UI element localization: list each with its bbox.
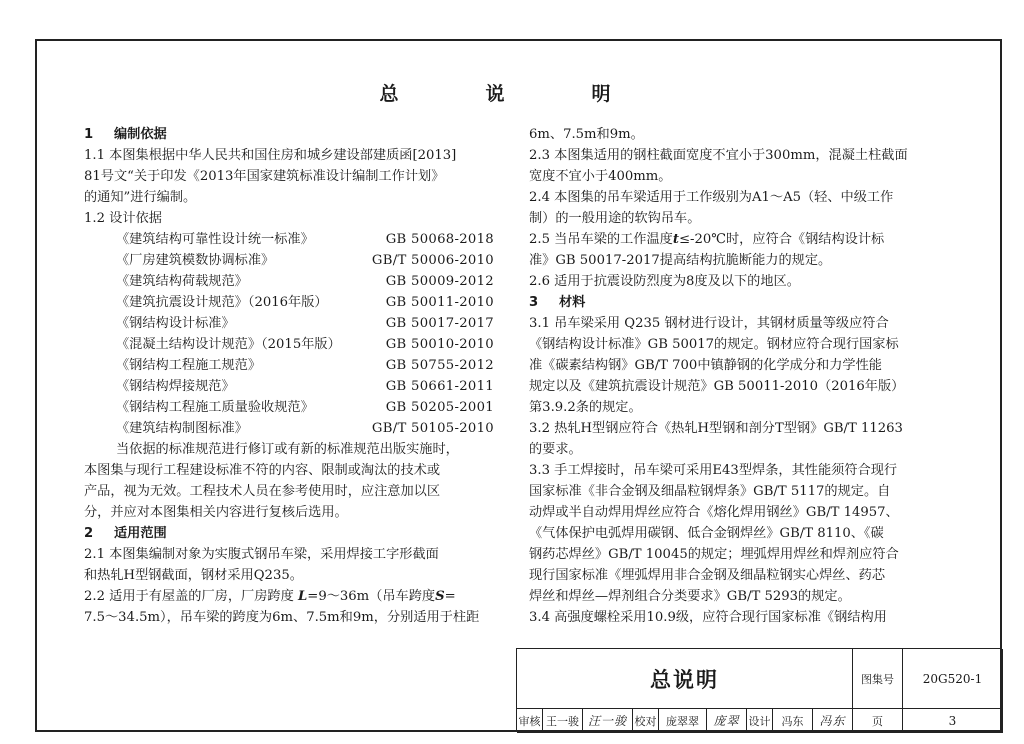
standard-code: GB 50009-2012 <box>385 274 494 289</box>
standard-name: 《建筑结构荷载规范》 <box>116 274 248 289</box>
paragraph-line: 3.1 吊车梁采用 Q235 钢材进行设计，其钢材质量等级应符合 <box>529 316 889 331</box>
standard-code: GB/T 50006-2010 <box>371 253 494 268</box>
section-title: 材料 <box>559 295 586 310</box>
paragraph-line: 3.4 高强度螺栓采用10.9级，应符合现行国家标准《钢结构用 <box>529 610 887 625</box>
standard-reference <box>84 355 494 376</box>
paragraph-line <box>84 586 494 607</box>
paragraph-line: 2.4 本图集的吊车梁适用于工作级别为A1～A5（轻、中级工作 <box>529 190 894 205</box>
paragraph-line: 81号文“关于印发《2013年国家建筑标准设计编制工作计划》 <box>84 169 445 184</box>
check-label: 校对 <box>633 709 659 733</box>
page-label: 页 <box>853 709 903 733</box>
standard-code: GB 50755-2012 <box>385 358 494 373</box>
paragraph-line: 《钢结构设计标准》GB 50017的规定。钢材应符合现行国家标 <box>529 337 899 352</box>
paragraph-line: 钢药芯焊丝》GB/T 10045的规定；埋弧焊用焊丝和焊剂应符合 <box>529 547 899 562</box>
section-title: 适用范围 <box>114 526 167 541</box>
standard-name: 《建筑结构可靠性设计统一标准》 <box>116 232 314 247</box>
design-signature: 冯东 <box>813 709 853 733</box>
title-block <box>516 648 1002 732</box>
section-heading <box>84 523 494 544</box>
atlas-number: 20G520-1 <box>903 649 1003 709</box>
standard-reference <box>84 334 494 355</box>
standard-code: GB 50011-2010 <box>385 295 494 310</box>
paragraph-line: 1.2 设计依据 <box>84 211 162 226</box>
standard-reference <box>84 313 494 334</box>
standard-name: 《建筑抗震设计规范》（2016年版） <box>116 295 328 310</box>
standard-name: 《建筑结构制图标准》 <box>116 421 248 436</box>
paragraph-line: 《气体保护电弧焊用碳钢、低合金钢焊丝》GB/T 8110、《碳 <box>529 526 884 541</box>
standard-code: GB 50068-2018 <box>385 232 494 247</box>
paragraph-line: 准《碳素结构钢》GB/T 700中镇静钢的化学成分和力学性能 <box>529 358 882 373</box>
standard-reference <box>84 376 494 397</box>
standard-code: GB 50017-2017 <box>385 316 494 331</box>
sheet-title: 总说明 <box>517 649 853 709</box>
paragraph-line <box>529 229 944 250</box>
standard-name: 《厂房建筑模数协调标准》 <box>116 253 275 268</box>
design-name: 冯东 <box>773 709 813 733</box>
review-signature: 汪一骏 <box>583 709 633 733</box>
paragraph-line: 7.5～34.5m），吊车梁的跨度为6m、7.5m和9m，分别适用于柱距 <box>84 610 480 625</box>
paragraph-line: 的通知”进行编制。 <box>84 190 197 205</box>
paragraph-line: 规定以及《建筑抗震设计规范》GB 50011-2010（2016年版） <box>529 379 905 394</box>
left-column <box>84 124 494 628</box>
paragraph-line: 第3.9.2条的规定。 <box>529 400 642 415</box>
paragraph-line: 动焊或半自动焊用焊丝应符合《熔化焊用钢丝》GB/T 14957、 <box>529 505 899 520</box>
text-run: 2.2 适用于有屋盖的厂房，厂房跨度 <box>84 589 298 604</box>
paragraph-line: 2.1 本图集编制对象为实腹式钢吊车梁，采用焊接工字形截面 <box>84 547 439 562</box>
math-variable: L <box>297 589 308 604</box>
design-label: 设计 <box>747 709 773 733</box>
paragraph-line: 现行国家标准《埋弧焊用非合金钢及细晶粒钢实心焊丝、药芯 <box>529 568 886 583</box>
paragraph-line: 国家标准《非合金钢及细晶粒钢焊条》GB/T 5117的规定。自 <box>529 484 891 499</box>
math-variable: S <box>435 589 445 604</box>
standard-name: 《钢结构设计标准》 <box>116 316 235 331</box>
check-signature: 庞翠 <box>707 709 747 733</box>
paragraph-line: 产品，视为无效。工程技术人员在参考使用时，应注意加以区 <box>84 484 441 499</box>
atlas-number-label: 图集号 <box>853 649 903 709</box>
standard-reference <box>84 397 494 418</box>
paragraph-line: 本图集与现行工程建设标准不符的内容、限制或淘汰的技术或 <box>84 463 441 478</box>
paragraph-line: 制）的一般用途的软钩吊车。 <box>529 211 701 226</box>
review-label: 审核 <box>517 709 543 733</box>
standard-name: 《钢结构工程施工质量验收规范》 <box>116 400 314 415</box>
standard-reference <box>84 292 494 313</box>
paragraph-line: 和热轧H型钢截面，钢材采用Q235。 <box>84 568 303 583</box>
paragraph-line: 宽度不宜小于400mm。 <box>529 169 672 184</box>
section-number: 2 <box>84 526 94 541</box>
standard-name: 《钢结构工程施工规范》 <box>116 358 262 373</box>
section-number: 3 <box>529 295 539 310</box>
paragraph-line: 2.6 适用于抗震设防烈度为8度及以下的地区。 <box>529 274 800 289</box>
standard-code: GB/T 50105-2010 <box>371 421 494 436</box>
standard-code: GB 50010-2010 <box>385 337 494 352</box>
section-number: 1 <box>84 127 94 142</box>
paragraph-line: 分，并应对本图集相关内容进行复核后选用。 <box>84 505 348 520</box>
standard-code: GB 50661-2011 <box>385 379 494 394</box>
paragraph-line: 3.2 热轧H型钢应符合《热轧H型钢和剖分T型钢》GB/T 11263 <box>529 421 903 436</box>
text-run: = <box>444 589 456 604</box>
section-title: 编制依据 <box>114 127 167 142</box>
text-run: =9～36m（吊车跨度 <box>307 589 436 604</box>
math-variable: t <box>672 232 679 247</box>
right-column <box>529 124 944 628</box>
standard-reference <box>84 250 494 271</box>
paragraph-line: 6m、7.5m和9m。 <box>529 127 644 142</box>
section-heading <box>84 124 494 145</box>
standard-reference <box>84 229 494 250</box>
text-run: 2.5 当吊车梁的工作温度 <box>529 232 673 247</box>
standard-code: GB 50205-2001 <box>385 400 494 415</box>
page-number: 3 <box>903 709 1003 733</box>
check-name: 庞翠翠 <box>659 709 707 733</box>
paragraph-line: 1.1 本图集根据中华人民共和国住房和城乡建设部建质函[2013] <box>84 148 457 163</box>
paragraph-line: 3.3 手工焊接时，吊车梁可采用E43型焊条，其性能须符合现行 <box>529 463 898 478</box>
paragraph-line: 焊丝和焊丝—焊剂组合分类要求》GB/T 5293的规定。 <box>529 589 851 604</box>
standard-reference <box>84 418 494 439</box>
paragraph-line: 的要求。 <box>529 442 582 457</box>
standard-name: 《钢结构焊接规范》 <box>116 379 235 394</box>
paragraph-line: 当依据的标准规范进行修订或有新的标准规范出版实施时， <box>116 442 459 457</box>
review-name: 王一骏 <box>543 709 583 733</box>
section-heading <box>529 292 944 313</box>
paragraph-line: 准》GB 50017-2017提高结构抗脆断能力的规定。 <box>529 253 832 268</box>
page-title: 总 说 明 <box>379 83 645 105</box>
paragraph-line: 2.3 本图集适用的钢柱截面宽度不宜小于300mm，混凝土柱截面 <box>529 148 908 163</box>
text-run: ≤-20℃时，应符合《钢结构设计标 <box>678 232 885 247</box>
standard-reference <box>84 271 494 292</box>
standard-name: 《混凝土结构设计规范》（2015年版） <box>116 337 341 352</box>
